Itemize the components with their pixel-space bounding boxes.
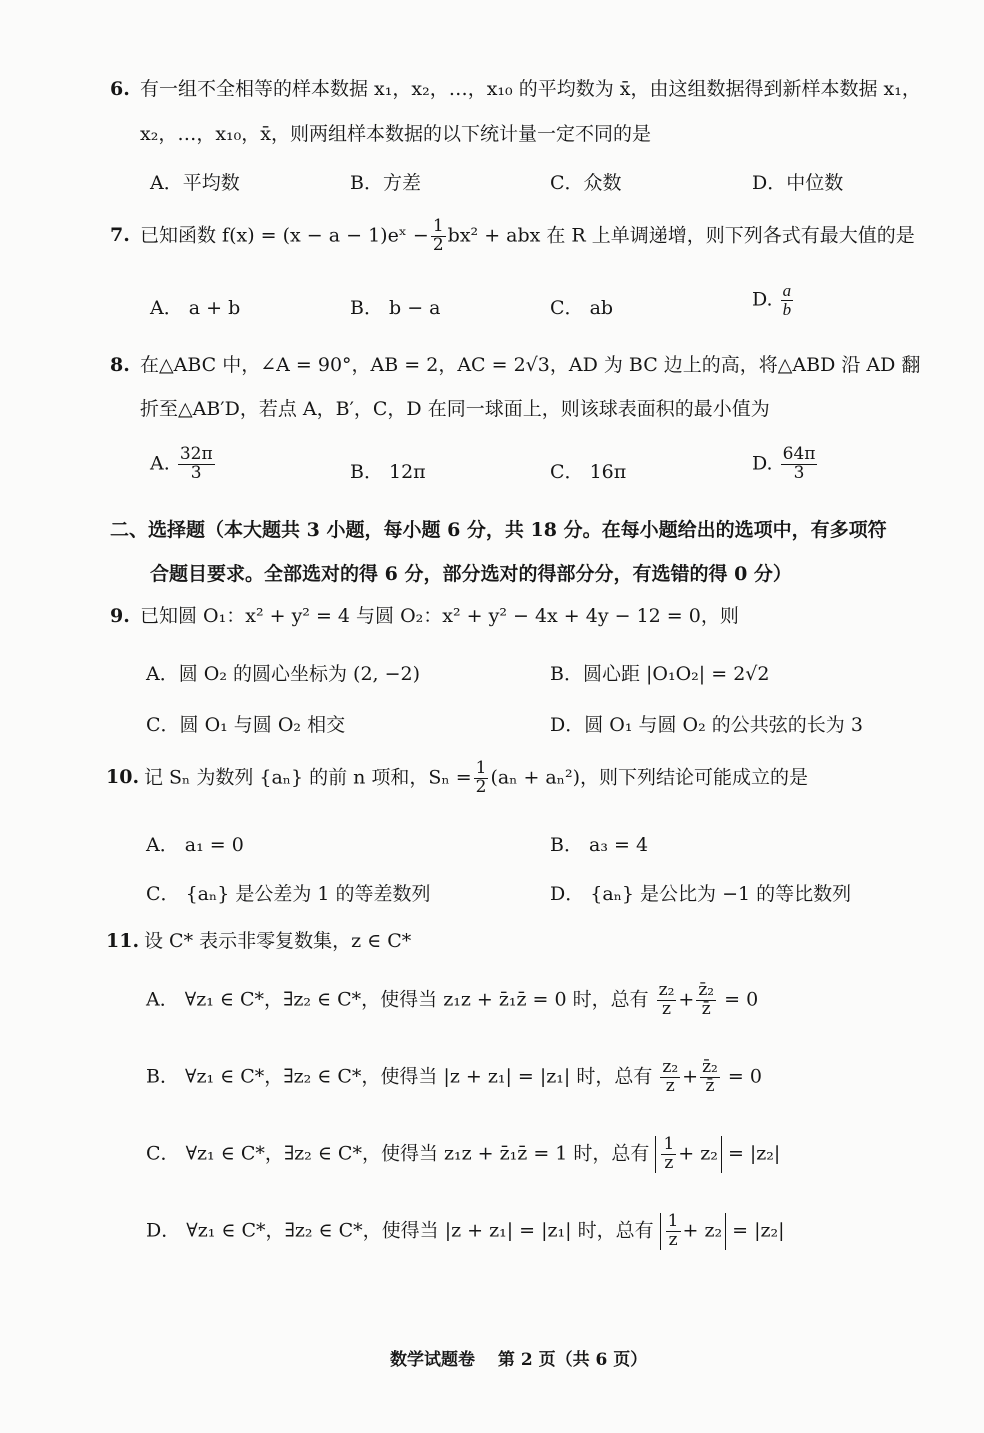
frac-num: 1 bbox=[663, 1134, 675, 1154]
q6-option-a: A．平均数 bbox=[150, 172, 240, 194]
q11-option-c bbox=[146, 1136, 780, 1173]
fraction bbox=[781, 446, 818, 483]
question-text: bx² + abx 在 R 上单调递增，则下列各式有最大值的是 bbox=[447, 224, 915, 247]
q11-option-a bbox=[146, 982, 758, 1019]
option-text: D． ∀z₁ ∈ C*，∃z₂ ∈ C*，使得当 |z + z₁| = |z₁| 时，总有 bbox=[146, 1219, 654, 1242]
question-number: 9. bbox=[110, 605, 130, 627]
frac-num: 1 bbox=[667, 1211, 679, 1231]
question-text: 有一组不全相等的样本数据 x₁，x₂，…，x₁₀ 的平均数为 x̄，由这组数据得到新样本数据 x₁， bbox=[140, 78, 921, 100]
section-heading-line2: 合题目要求。全部选对的得 6 分，部分选对的得部分分，有选错的得 0 分） bbox=[150, 563, 792, 585]
option-text: C． ∀z₁ ∈ C*，∃z₂ ∈ C*，使得当 z₁z + z̄₁z̄ = 1 时，总有 bbox=[146, 1142, 650, 1165]
absolute-value bbox=[655, 1136, 721, 1173]
fraction bbox=[657, 982, 677, 1019]
question-11-stem bbox=[106, 932, 411, 951]
frac-num: a bbox=[782, 281, 792, 300]
q10-option-a: A． a₁ = 0 bbox=[146, 834, 244, 856]
question-text: 已知圆 O₁：x² + y² = 4 与圆 O₂：x² + y² − 4x + 4y − 12 = 0，则 bbox=[140, 605, 739, 627]
fraction bbox=[781, 282, 794, 319]
q7-option-a: A． a + b bbox=[150, 297, 241, 319]
question-number: 6. bbox=[110, 78, 130, 100]
fraction bbox=[666, 1213, 681, 1250]
q9-option-c: C．圆 O₁ 与圆 O₂ 相交 bbox=[146, 714, 346, 736]
q8-option-c: C． 16π bbox=[550, 461, 627, 483]
frac-num: z₂ bbox=[662, 1057, 679, 1077]
fraction bbox=[661, 1136, 676, 1173]
fraction bbox=[178, 446, 215, 483]
frac-num: z̄₂ bbox=[698, 980, 715, 1000]
section-heading-line1: 二、选择题（本大题共 3 小题，每小题 6 分，共 18 分。在每小题给出的选项中，有多项符 bbox=[110, 519, 887, 541]
fraction bbox=[474, 760, 489, 797]
question-9-stem bbox=[110, 607, 739, 626]
frac-den: z̄ bbox=[705, 1075, 715, 1096]
option-text: A． ∀z₁ ∈ C*，∃z₂ ∈ C*，使得当 z₁z + z̄₁z̄ = 0 时，总有 bbox=[146, 988, 649, 1011]
fraction bbox=[700, 1059, 720, 1096]
question-8-line1 bbox=[110, 356, 920, 375]
question-text: 设 C* 表示非零复数集，z ∈ C* bbox=[144, 930, 412, 952]
question-number: 11. bbox=[106, 930, 140, 952]
frac-num: z̄₂ bbox=[702, 1057, 718, 1077]
question-text: (aₙ + aₙ²)，则下列结论可能成立的是 bbox=[490, 766, 809, 789]
question-text: 在△ABC 中，∠A = 90°，AB = 2，AC = 2√3，AD 为 BC 边上的高，将△ABD 沿 AD 翻 bbox=[140, 354, 921, 376]
option-text: = 0 bbox=[727, 1065, 762, 1088]
frac-den: 3 bbox=[190, 462, 202, 483]
frac-den: 3 bbox=[793, 462, 805, 483]
q6-option-c: C．众数 bbox=[550, 172, 622, 194]
q8-option-d bbox=[752, 446, 819, 483]
q9-option-a: A．圆 O₂ 的圆心坐标为 (2, −2) bbox=[146, 663, 421, 685]
question-8-line2: 折至△AB′D，若点 A，B′，C，D 在同一球面上，则该球表面积的最小值为 bbox=[140, 398, 770, 420]
option-text: = |z₂| bbox=[727, 1142, 781, 1165]
frac-num: 32π bbox=[179, 444, 213, 464]
q9-option-d: D．圆 O₁ 与圆 O₂ 的公共弦的长为 3 bbox=[550, 714, 863, 736]
q10-option-d: D． {aₙ} 是公比为 −1 的等比数列 bbox=[550, 883, 852, 905]
fraction bbox=[660, 1059, 680, 1096]
q8-option-b: B． 12π bbox=[350, 461, 426, 483]
option-label: D. bbox=[752, 452, 773, 475]
question-10-stem bbox=[106, 760, 808, 797]
q9-option-b: B．圆心距 |O₁O₂| = 2√2 bbox=[550, 663, 770, 685]
q6-option-d: D．中位数 bbox=[752, 172, 844, 194]
fraction bbox=[431, 218, 446, 255]
plus-sign: + bbox=[678, 988, 695, 1011]
question-6-line1 bbox=[110, 80, 921, 99]
absolute-value bbox=[660, 1213, 726, 1250]
frac-den: b bbox=[782, 299, 792, 319]
frac-num: z₂ bbox=[658, 980, 675, 1000]
q8-option-a bbox=[150, 446, 217, 483]
term: + z₂ bbox=[678, 1142, 718, 1165]
frac-den: z bbox=[665, 1075, 675, 1096]
frac-den: 2 bbox=[432, 234, 444, 255]
frac-den: z bbox=[664, 1152, 674, 1173]
frac-num: 1 bbox=[475, 758, 487, 778]
q7-option-c: C． ab bbox=[550, 297, 614, 319]
option-label: D. bbox=[752, 288, 773, 311]
frac-den: z̄ bbox=[701, 998, 711, 1019]
q7-option-b: B． b − a bbox=[350, 297, 441, 319]
option-label: A. bbox=[150, 452, 170, 475]
q11-option-b bbox=[146, 1059, 762, 1096]
frac-den: 2 bbox=[475, 776, 487, 797]
q7-option-d bbox=[752, 282, 795, 319]
question-text: 已知函数 f(x) = (x − a − 1)eˣ − bbox=[140, 224, 429, 247]
fraction bbox=[696, 982, 716, 1019]
page-footer: 数学试题卷 第 2 页（共 6 页） bbox=[390, 1350, 648, 1370]
plus-sign: + bbox=[682, 1065, 699, 1088]
option-text: = |z₂| bbox=[732, 1219, 785, 1242]
question-number: 10. bbox=[106, 766, 140, 789]
question-text: 记 Sₙ 为数列 {aₙ} 的前 n 项和，Sₙ = bbox=[144, 766, 472, 789]
option-text: = 0 bbox=[724, 988, 759, 1011]
term: + z₂ bbox=[682, 1219, 723, 1242]
question-7-stem bbox=[110, 218, 915, 255]
question-number: 8. bbox=[110, 354, 130, 376]
frac-den: z bbox=[662, 998, 672, 1019]
frac-den: z bbox=[668, 1229, 678, 1250]
question-6-line2: x₂，…，x₁₀，x̄，则两组样本数据的以下统计量一定不同的是 bbox=[140, 123, 651, 145]
frac-num: 64π bbox=[782, 444, 816, 464]
q6-option-b: B．方差 bbox=[350, 172, 421, 194]
option-text: B． ∀z₁ ∈ C*，∃z₂ ∈ C*，使得当 |z + z₁| = |z₁| 时，总有 bbox=[146, 1065, 653, 1088]
frac-num: 1 bbox=[432, 216, 444, 236]
q11-option-d bbox=[146, 1213, 785, 1250]
question-number: 7. bbox=[110, 224, 130, 247]
q10-option-b: B． a₃ = 4 bbox=[550, 834, 649, 856]
q10-option-c: C． {aₙ} 是公差为 1 的等差数列 bbox=[146, 883, 431, 905]
